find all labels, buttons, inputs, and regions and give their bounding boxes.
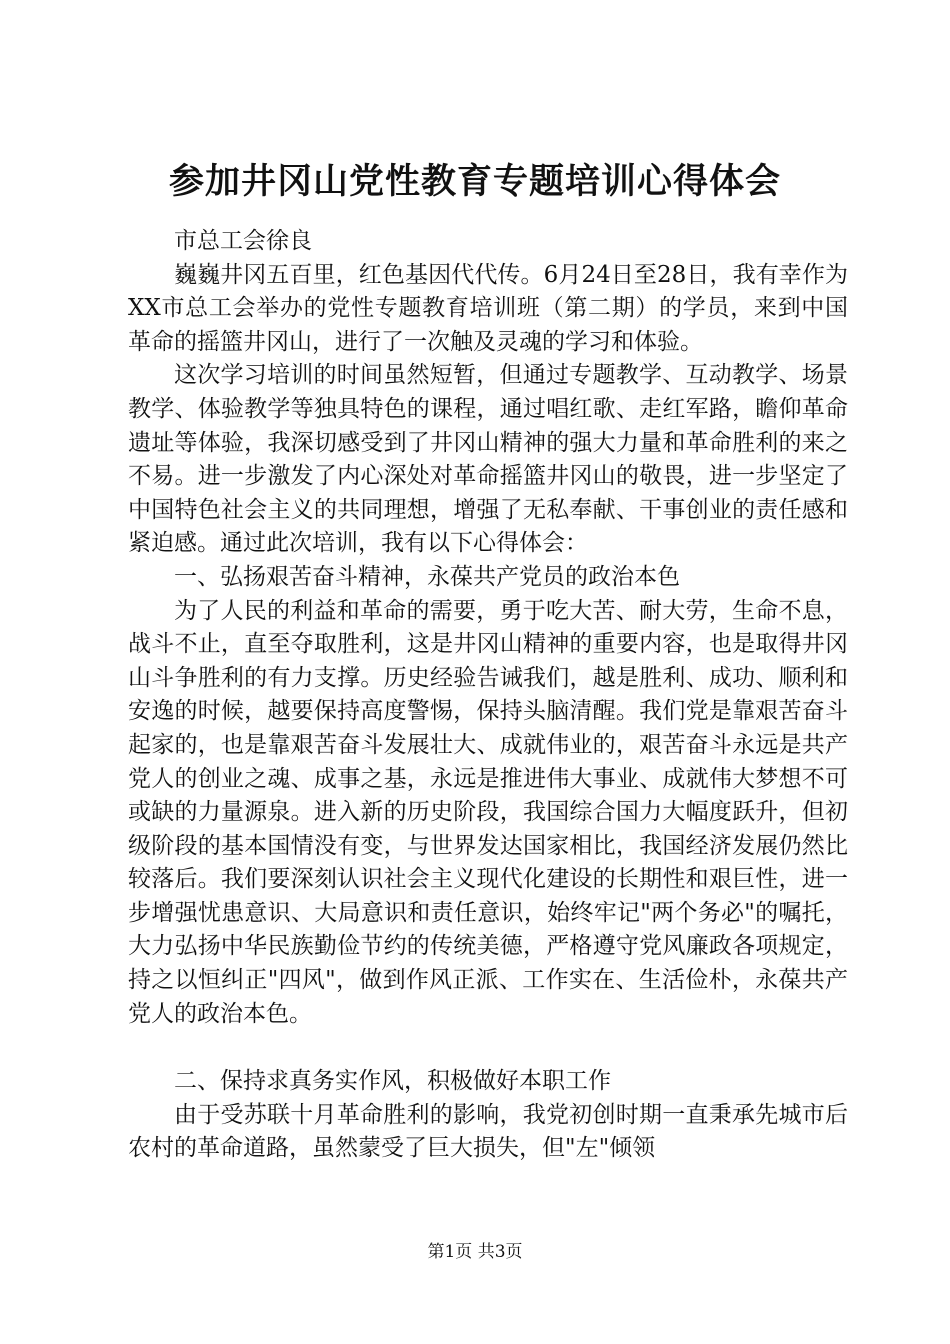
paragraph-overview: 这次学习培训的时间虽然短暂，但通过专题教学、互动教学、场景教学、体验教学等独具特色的课程，通过唱红歌、走红军路，瞻仰革命遗址等体验，我深切感受到了井冈山精神的强大力量和革命胜利的来之不易。进一步激发了内心深处对革命摇篮井冈山的敬畏，进一步坚定了中国特色社会主义的共同理想，增强了无私奉献、干事创业的责任感和紧迫感。通过此次培训，我有以下心得体会： [128, 362, 848, 557]
paragraph-section-1: 为了人民的利益和革命的需要，勇于吃大苦、耐大劳，生命不息，战斗不止，直至夺取胜利，这是井冈山精神的重要内容，也是取得井冈山斗争胜利的有力支撑。历史经验告诫我们，越是胜利、成功、顺利和安逸的时候，越要保持高度警惕，保持头脑清醒。我们党是靠艰苦奋斗起家的，也是靠艰苦奋斗发展壮大、成就伟业的，艰苦奋斗永远是共产党人的创业之魂、成事之基，永远是推进伟大事业、成就伟大梦想不可或缺的力量源泉。进入新的历史阶段，我国综合国力大幅度跃升，但初级阶段的基本国情没有变，与世界发达国家相比，我国经济发展仍然比较落后。我们要深刻认识社会主义现代化建设的长期性和艰巨性，进一步增强忧患意识、大局意识和责任意识，始终牢记"两个务必"的嘱托，大力弘扬中华民族勤俭节约的传统美德，严格遵守党风廉政各项规定，持之以恒纠正"四风"，做到作风正派、工作实在、生活俭朴，永葆共产党人的政治本色。 [128, 597, 848, 1027]
page-footer: 第1页 共3页 [427, 1242, 523, 1262]
author-line: 市总工会徐良 [174, 228, 312, 254]
document-title: 参加井冈山党性教育专题培训心得体会 [168, 161, 781, 202]
section-heading-1: 一、弘扬艰苦奋斗精神，永葆共产党员的政治本色 [174, 563, 680, 590]
section-heading-2: 二、保持求真务实作风，积极做好本职工作 [174, 1068, 611, 1095]
paragraph-intro: 巍巍井冈五百里，红色基因代代传。6月24日至28日，我有幸作为XX市总工会举办的党性专题教育培训班（第二期）的学员，来到中国革命的摇篮井冈山，进行了一次触及灵魂的学习和体验。 [128, 261, 848, 355]
document-body [128, 225, 848, 1166]
paragraph-gap [128, 1031, 848, 1065]
paragraph-section-2: 由于受苏联十月革命胜利的影响，我党初创时期一直秉承先城市后农村的革命道路，虽然蒙受了巨大损失，但"左"倾领 [128, 1101, 848, 1162]
